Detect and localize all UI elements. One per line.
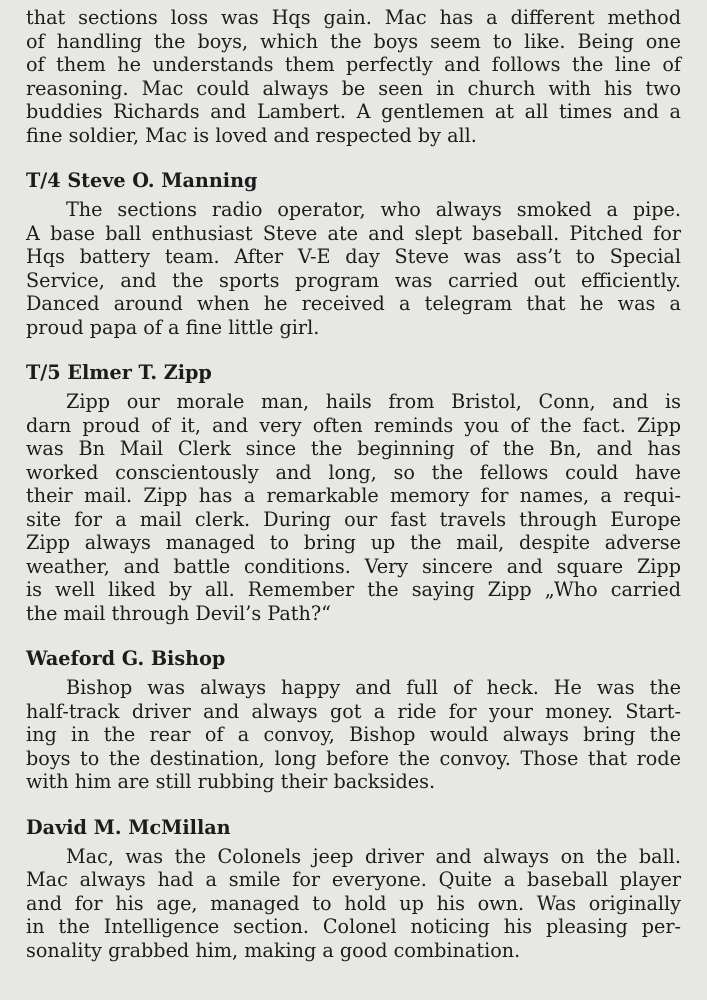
body-line: Bishop was always happy and full of heck. He was the — [66, 676, 681, 699]
section-heading: T/4 Steve O. Manning — [26, 169, 258, 192]
body-line: Zipp always managed to bring up the mail, despite adverse — [26, 531, 681, 554]
body-line: in the Intelligence section. Colonel noticing his pleasing per- — [26, 915, 681, 938]
body-line: the mail through Devil’s Path?“ — [26, 601, 331, 625]
body-line: was Bn Mail Clerk since the beginning of the Bn, and has — [26, 437, 681, 460]
body-line: boys to the destination, long before the convoy. Those that rode — [26, 746, 681, 770]
body-line: Hqs battery team. After V-E day Steve was ass’t to Special — [26, 245, 681, 268]
section-body — [26, 390, 681, 625]
section-heading: T/5 Elmer T. Zipp — [26, 361, 212, 384]
body-line: is well liked by all. Remember the saying Zipp „Who carried — [26, 578, 681, 601]
intro-line: of handling the boys, which the boys seem to like. Being one — [26, 29, 681, 53]
intro-line: reasoning. Mac could always be seen in church with his two — [26, 76, 681, 100]
intro-line: of them he understands them perfectly and follows the line of — [26, 53, 681, 76]
section-body — [26, 845, 681, 963]
body-line: Zipp our morale man, hails from Bristol, Conn, and is — [66, 390, 681, 413]
body-line: Service, and the sports program was carried out efficiently. — [26, 268, 681, 292]
section-body — [26, 676, 681, 794]
body-line: ing in the rear of a convoy, Bishop would always bring the — [26, 723, 681, 746]
biography-section — [26, 169, 681, 339]
intro-line: buddies Richards and Lambert. A gentlemen at all times and a — [26, 100, 681, 123]
body-line: weather, and battle conditions. Very sincere and square Zipp — [26, 554, 681, 578]
intro-line: that sections loss was Hqs gain. Mac has a different method — [26, 6, 681, 29]
body-line: site for a mail clerk. During our fast travels through Europe — [26, 507, 681, 531]
section-heading: David M. McMillan — [26, 815, 231, 839]
intro-paragraph — [26, 6, 681, 147]
biography-section — [26, 816, 681, 963]
body-line: worked conscientously and long, so the fellows could have — [26, 460, 681, 484]
body-line: Danced around when he received a telegram that he was a — [26, 292, 681, 315]
body-line: their mail. Zipp has a remarkable memory for names, a requi- — [26, 484, 681, 507]
biography-section — [26, 647, 681, 794]
body-line: half-track driver and always got a ride for your money. Start- — [26, 699, 681, 723]
section-heading: Waeford G. Bishop — [26, 647, 226, 670]
intro-line: fine soldier, Mac is loved and respected by all. — [26, 123, 477, 147]
body-line: The sections radio operator, who always smoked a pipe. — [66, 198, 681, 221]
body-line: proud papa of a fine little girl. — [26, 315, 320, 339]
body-line: Mac always had a smile for everyone. Quite a baseball player — [26, 868, 681, 891]
body-line: and for his age, managed to hold up his own. Was originally — [26, 891, 681, 915]
body-line: with him are still rubbing their backsides. — [26, 770, 436, 793]
body-line: darn proud of it, and very often reminds you of the fact. Zipp — [26, 413, 681, 437]
biography-section — [26, 361, 681, 625]
section-body — [26, 198, 681, 339]
body-line: A base ball enthusiast Steve ate and slept baseball. Pitched for — [26, 221, 681, 245]
body-line: Mac, was the Colonels jeep driver and always on the ball. — [66, 844, 681, 868]
body-line: sonality grabbed him, making a good combination. — [26, 938, 521, 962]
